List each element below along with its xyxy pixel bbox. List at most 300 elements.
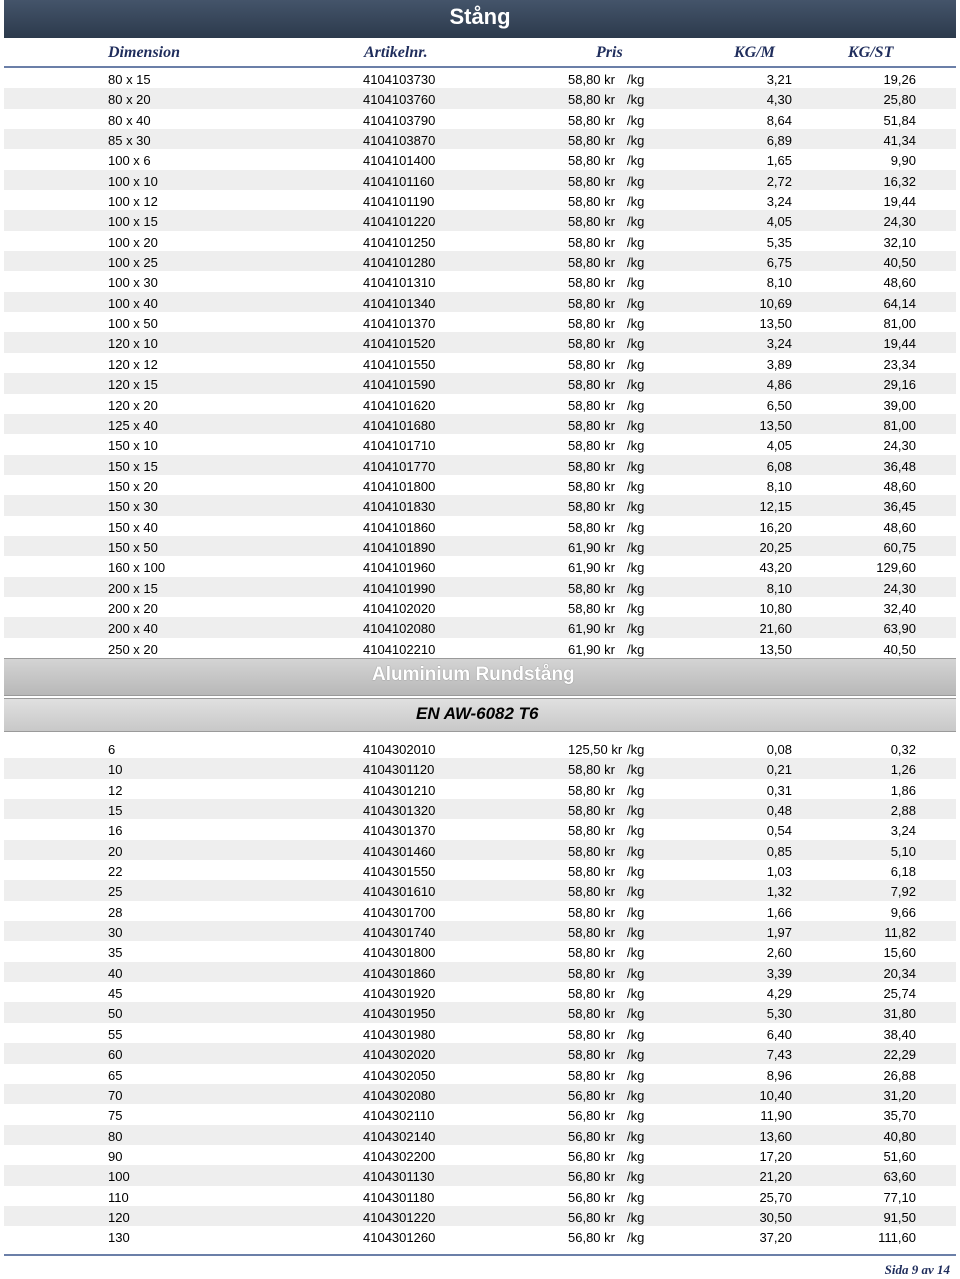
cell-unit: /kg (627, 1128, 645, 1144)
cell-dimension: 90 (108, 1148, 123, 1164)
cell-article: 4104302020 (363, 1047, 436, 1063)
cell-dimension: 125 x 40 (108, 417, 158, 433)
cell-kg-per-m: 3,39 (766, 965, 792, 981)
cell-kg-per-st: 77,10 (883, 1189, 916, 1205)
cell-price: 58,80 kr (568, 965, 615, 981)
cell-unit: /kg (627, 884, 645, 900)
cell-unit: /kg (627, 1209, 645, 1225)
cell-dimension: 160 x 100 (108, 560, 166, 576)
cell-dimension: 28 (108, 904, 123, 920)
cell-article: 4104101800 (363, 478, 436, 494)
cell-kg-per-st: 1,86 (890, 782, 916, 798)
cell-price: 58,80 kr (568, 782, 615, 798)
cell-price: 58,80 kr (568, 92, 615, 108)
table-row (4, 353, 956, 373)
cell-kg-per-st: 2,88 (890, 803, 916, 819)
cell-dimension: 120 x 20 (108, 397, 158, 413)
table-row (4, 577, 956, 597)
cell-unit: /kg (627, 742, 645, 757)
cell-article: 4104101770 (363, 458, 436, 474)
cell-kg-per-st: 20,34 (883, 965, 916, 981)
cell-unit: /kg (627, 1067, 645, 1083)
table-row (4, 880, 956, 900)
cell-unit: /kg (627, 1087, 645, 1103)
cell-kg-per-m: 16,20 (759, 519, 792, 535)
cell-article: 4104101710 (363, 438, 436, 454)
cell-price: 61,90 kr (568, 621, 615, 637)
table-row (4, 271, 956, 291)
cell-article: 4104101960 (363, 560, 436, 576)
cell-dimension: 80 x 15 (108, 72, 151, 87)
cell-kg-per-m: 1,32 (766, 884, 792, 900)
cell-price: 125,50 kr (568, 742, 623, 757)
cell-kg-per-m: 13,50 (759, 316, 792, 332)
table-row (4, 394, 956, 414)
cell-dimension: 100 x 6 (108, 153, 151, 169)
table-row (4, 779, 956, 799)
cell-price: 58,80 kr (568, 864, 615, 880)
cell-unit: /kg (627, 438, 645, 454)
cell-kg-per-st: 15,60 (883, 945, 916, 961)
cell-unit: /kg (627, 925, 645, 941)
cell-price: 58,80 kr (568, 1047, 615, 1063)
table-row (4, 312, 956, 332)
cell-kg-per-m: 21,60 (759, 621, 792, 637)
cell-unit: /kg (627, 356, 645, 372)
cell-kg-per-m: 8,96 (766, 1067, 792, 1083)
cell-dimension: 100 x 25 (108, 255, 158, 271)
cell-unit: /kg (627, 1047, 645, 1063)
table-row (4, 455, 956, 475)
cell-article: 4104101310 (363, 275, 436, 291)
cell-dimension: 130 (108, 1230, 130, 1246)
cell-price: 58,80 kr (568, 438, 615, 454)
cell-price: 56,80 kr (568, 1189, 615, 1205)
cell-dimension: 85 x 30 (108, 133, 151, 149)
cell-kg-per-st: 48,60 (883, 519, 916, 535)
table-row (4, 109, 956, 129)
cell-kg-per-st: 40,80 (883, 1128, 916, 1144)
cell-price: 58,80 kr (568, 316, 615, 332)
cell-unit: /kg (627, 295, 645, 311)
cell-unit: /kg (627, 112, 645, 128)
cell-price: 56,80 kr (568, 1148, 615, 1164)
cell-kg-per-m: 8,10 (766, 580, 792, 596)
table-row (4, 516, 956, 536)
cell-unit: /kg (627, 92, 645, 108)
section-header (4, 658, 956, 696)
page-number: Sida 9 av 14 (884, 1262, 950, 1277)
cell-price: 58,80 kr (568, 823, 615, 839)
cell-article: 4104101250 (363, 234, 436, 250)
cell-article: 4104301980 (363, 1026, 436, 1042)
cell-unit: /kg (627, 762, 645, 778)
cell-dimension: 200 x 40 (108, 621, 158, 637)
cell-kg-per-st: 24,30 (883, 580, 916, 596)
footer-divider (4, 1254, 956, 1256)
cell-article: 4104302200 (363, 1148, 436, 1164)
cell-dimension: 60 (108, 1047, 123, 1063)
cell-kg-per-m: 37,20 (759, 1230, 792, 1246)
cell-price: 56,80 kr (568, 1169, 615, 1185)
cell-unit: /kg (627, 153, 645, 169)
cell-article: 4104301180 (363, 1189, 435, 1205)
cell-dimension: 12 (108, 782, 123, 798)
cell-kg-per-st: 25,80 (883, 92, 916, 108)
cell-kg-per-m: 0,54 (766, 823, 792, 839)
cell-article: 4104103760 (363, 92, 436, 108)
cell-kg-per-st: 111,60 (878, 1230, 916, 1246)
cell-price: 61,90 kr (568, 560, 615, 576)
cell-dimension: 70 (108, 1087, 123, 1103)
section-subtitle: EN AW-6082 T6 (416, 704, 539, 723)
cell-kg-per-m: 6,89 (766, 133, 792, 149)
cell-dimension: 150 x 40 (108, 519, 158, 535)
cell-unit: /kg (627, 823, 645, 839)
cell-dimension: 120 x 15 (108, 377, 158, 393)
cell-kg-per-st: 81,00 (883, 316, 916, 332)
table-row (4, 1206, 956, 1226)
cell-price: 58,80 kr (568, 112, 615, 128)
cell-kg-per-m: 0,85 (766, 843, 792, 859)
cell-article: 4104101860 (363, 519, 436, 535)
cell-kg-per-m: 30,50 (759, 1209, 792, 1225)
cell-price: 58,80 kr (568, 843, 615, 859)
table-row (4, 373, 956, 393)
table-row (4, 88, 956, 108)
cell-unit: /kg (627, 214, 645, 230)
cell-unit: /kg (627, 316, 645, 332)
cell-dimension: 40 (108, 965, 123, 981)
cell-article: 4104101620 (363, 397, 436, 413)
cell-kg-per-m: 1,03 (766, 864, 792, 880)
cell-article: 4104103730 (363, 72, 436, 87)
cell-unit: /kg (627, 1108, 645, 1124)
cell-kg-per-st: 25,74 (883, 986, 916, 1002)
cell-article: 4104101220 (363, 214, 436, 230)
cell-kg-per-st: 9,66 (890, 904, 916, 920)
cell-article: 4104102080 (363, 621, 436, 637)
cell-price: 58,80 kr (568, 72, 615, 87)
cell-kg-per-st: 60,75 (883, 539, 916, 555)
cell-price: 56,80 kr (568, 1209, 615, 1225)
cell-kg-per-st: 9,90 (890, 153, 916, 169)
cell-price: 58,80 kr (568, 1067, 615, 1083)
cell-price: 58,80 kr (568, 600, 615, 616)
cell-kg-per-m: 10,80 (759, 600, 792, 616)
column-header-article: Artikelnr. (364, 44, 428, 61)
cell-price: 58,80 kr (568, 173, 615, 189)
cell-price: 58,80 kr (568, 458, 615, 474)
cell-unit: /kg (627, 621, 645, 637)
page-title-bar (4, 0, 956, 38)
cell-dimension: 150 x 10 (108, 438, 158, 454)
cell-price: 58,80 kr (568, 580, 615, 596)
table-row (4, 536, 956, 556)
cell-kg-per-st: 1,26 (890, 762, 916, 778)
cell-unit: /kg (627, 1006, 645, 1022)
cell-article: 4104301860 (363, 965, 436, 981)
cell-unit: /kg (627, 72, 645, 87)
cell-price: 56,80 kr (568, 1230, 615, 1246)
cell-kg-per-m: 1,66 (766, 904, 792, 920)
cell-kg-per-m: 0,21 (766, 762, 792, 778)
cell-dimension: 100 x 12 (108, 194, 158, 210)
cell-unit: /kg (627, 580, 645, 596)
cell-article: 4104103870 (363, 133, 436, 149)
cell-kg-per-m: 6,50 (766, 397, 792, 413)
cell-price: 58,80 kr (568, 478, 615, 494)
table-row (4, 556, 956, 576)
cell-dimension: 15 (108, 803, 123, 819)
cell-kg-per-st: 36,48 (883, 458, 916, 474)
table-row (4, 475, 956, 495)
cell-unit: /kg (627, 1148, 645, 1164)
cell-article: 4104301460 (363, 843, 436, 859)
column-header-price: Pris (596, 44, 623, 61)
table-row (4, 1125, 956, 1145)
table-row (4, 1064, 956, 1084)
cell-price: 58,80 kr (568, 904, 615, 920)
cell-dimension: 25 (108, 884, 123, 900)
cell-kg-per-m: 13,50 (759, 641, 792, 657)
cell-article: 4104302110 (363, 1108, 435, 1124)
cell-dimension: 200 x 15 (108, 580, 158, 596)
cell-unit: /kg (627, 397, 645, 413)
cell-kg-per-m: 5,35 (766, 234, 792, 250)
cell-unit: /kg (627, 234, 645, 250)
cell-dimension: 6 (108, 742, 116, 757)
table-row (4, 231, 956, 251)
cell-kg-per-m: 6,75 (766, 255, 792, 271)
cell-article: 4104301260 (363, 1230, 436, 1246)
cell-kg-per-m: 13,60 (759, 1128, 792, 1144)
cell-dimension: 80 (108, 1128, 123, 1144)
cell-kg-per-st: 0,32 (890, 742, 916, 757)
cell-kg-per-m: 7,43 (766, 1047, 792, 1063)
cell-price: 58,80 kr (568, 336, 615, 352)
cell-dimension: 20 (108, 843, 123, 859)
cell-kg-per-m: 21,20 (759, 1169, 792, 1185)
table-row (4, 251, 956, 271)
cell-kg-per-st: 5,10 (890, 843, 916, 859)
cell-price: 61,90 kr (568, 641, 615, 657)
cell-price: 58,80 kr (568, 762, 615, 778)
cell-kg-per-st: 91,50 (883, 1209, 916, 1225)
cell-article: 4104102210 (363, 641, 436, 657)
cell-kg-per-m: 10,69 (759, 295, 792, 311)
cell-kg-per-st: 39,00 (883, 397, 916, 413)
cell-article: 4104301220 (363, 1209, 436, 1225)
table-row (4, 1186, 956, 1206)
cell-article: 4104101590 (363, 377, 436, 393)
cell-price: 58,80 kr (568, 945, 615, 961)
cell-kg-per-m: 3,89 (766, 356, 792, 372)
cell-kg-per-st: 31,80 (883, 1006, 916, 1022)
column-header-kg-per-m: KG/M (734, 44, 775, 61)
cell-kg-per-st: 19,44 (883, 194, 916, 210)
cell-price: 56,80 kr (568, 1087, 615, 1103)
cell-dimension: 200 x 20 (108, 600, 158, 616)
cell-dimension: 100 x 20 (108, 234, 158, 250)
cell-unit: /kg (627, 417, 645, 433)
cell-kg-per-m: 20,25 (759, 539, 792, 555)
cell-kg-per-m: 3,24 (766, 194, 792, 210)
cell-dimension: 22 (108, 864, 123, 880)
cell-kg-per-m: 0,31 (766, 782, 792, 798)
cell-dimension: 150 x 50 (108, 539, 158, 555)
cell-kg-per-m: 10,40 (759, 1087, 792, 1103)
cell-kg-per-m: 17,20 (759, 1148, 792, 1164)
cell-article: 4104103790 (363, 112, 436, 128)
cell-unit: /kg (627, 782, 645, 798)
cell-article: 4104302050 (363, 1067, 436, 1083)
cell-dimension: 150 x 20 (108, 478, 158, 494)
cell-price: 58,80 kr (568, 397, 615, 413)
cell-article: 4104301700 (363, 904, 436, 920)
cell-unit: /kg (627, 539, 645, 555)
cell-article: 4104301130 (363, 1169, 435, 1185)
cell-kg-per-m: 1,97 (766, 925, 792, 941)
cell-unit: /kg (627, 904, 645, 920)
cell-article: 4104101400 (363, 153, 436, 169)
cell-article: 4104301920 (363, 986, 436, 1002)
cell-price: 58,80 kr (568, 417, 615, 433)
cell-unit: /kg (627, 519, 645, 535)
cell-unit: /kg (627, 1189, 645, 1205)
cell-dimension: 10 (108, 762, 123, 778)
table-row (4, 738, 956, 758)
cell-dimension: 150 x 30 (108, 499, 158, 515)
cell-article: 4104101340 (363, 295, 436, 311)
cell-article: 4104101370 (363, 316, 436, 332)
cell-kg-per-m: 1,65 (766, 153, 792, 169)
cell-price: 58,80 kr (568, 986, 615, 1002)
cell-article: 4104101550 (363, 356, 436, 372)
table-row (4, 597, 956, 617)
cell-price: 56,80 kr (568, 1108, 615, 1124)
cell-dimension: 75 (108, 1108, 123, 1124)
cell-kg-per-st: 3,24 (890, 823, 916, 839)
table-row (4, 758, 956, 778)
table-row (4, 149, 956, 169)
cell-unit: /kg (627, 133, 645, 149)
cell-kg-per-m: 0,08 (766, 742, 792, 757)
cell-dimension: 30 (108, 925, 123, 941)
table-row (4, 819, 956, 839)
cell-unit: /kg (627, 336, 645, 352)
cell-kg-per-st: 32,40 (883, 600, 916, 616)
cell-price: 58,80 kr (568, 884, 615, 900)
cell-kg-per-st: 40,50 (883, 641, 916, 657)
cell-kg-per-st: 129,60 (876, 560, 916, 576)
cell-kg-per-st: 19,26 (883, 72, 916, 87)
table-row (4, 1165, 956, 1185)
cell-kg-per-st: 24,30 (883, 438, 916, 454)
cell-kg-per-m: 4,30 (766, 92, 792, 108)
cell-dimension: 65 (108, 1067, 123, 1083)
cell-unit: /kg (627, 173, 645, 189)
table-row (4, 1104, 956, 1124)
cell-price: 58,80 kr (568, 519, 615, 535)
cell-kg-per-m: 2,72 (766, 173, 792, 189)
column-header-kg-per-st: KG/ST (848, 44, 894, 61)
cell-kg-per-st: 64,14 (883, 295, 916, 311)
table-row (4, 434, 956, 454)
cell-price: 58,80 kr (568, 234, 615, 250)
cell-price: 58,80 kr (568, 377, 615, 393)
cell-unit: /kg (627, 478, 645, 494)
cell-kg-per-m: 4,05 (766, 438, 792, 454)
cell-unit: /kg (627, 1026, 645, 1042)
cell-article: 4104301120 (363, 762, 435, 778)
cell-dimension: 100 (108, 1169, 130, 1185)
cell-dimension: 35 (108, 945, 123, 961)
cell-unit: /kg (627, 864, 645, 880)
cell-kg-per-m: 43,20 (759, 560, 792, 576)
cell-article: 4104101190 (363, 194, 435, 210)
cell-dimension: 150 x 15 (108, 458, 158, 474)
cell-dimension: 100 x 50 (108, 316, 158, 332)
cell-kg-per-m: 4,29 (766, 986, 792, 1002)
cell-dimension: 80 x 40 (108, 112, 151, 128)
table-row (4, 332, 956, 352)
cell-unit: /kg (627, 965, 645, 981)
table-row (4, 1023, 956, 1043)
table-row (4, 495, 956, 515)
cell-article: 4104301800 (363, 945, 436, 961)
cell-unit: /kg (627, 194, 645, 210)
cell-article: 4104301610 (363, 884, 436, 900)
cell-kg-per-st: 36,45 (883, 499, 916, 515)
cell-dimension: 100 x 15 (108, 214, 158, 230)
cell-dimension: 100 x 40 (108, 295, 158, 311)
cell-kg-per-m: 8,10 (766, 478, 792, 494)
cell-kg-per-st: 32,10 (883, 234, 916, 250)
cell-dimension: 250 x 20 (108, 641, 158, 657)
cell-price: 58,80 kr (568, 499, 615, 515)
table-row (4, 1226, 956, 1246)
table-row (4, 901, 956, 921)
cell-price: 58,80 kr (568, 295, 615, 311)
cell-kg-per-st: 11,82 (884, 925, 916, 941)
cell-kg-per-m: 11,90 (760, 1108, 792, 1124)
cell-unit: /kg (627, 458, 645, 474)
cell-price: 58,80 kr (568, 275, 615, 291)
cell-kg-per-m: 5,30 (766, 1006, 792, 1022)
cell-kg-per-st: 81,00 (883, 417, 916, 433)
table-row (4, 1145, 956, 1165)
cell-price: 58,80 kr (568, 214, 615, 230)
cell-kg-per-m: 2,60 (766, 945, 792, 961)
cell-article: 4104301210 (363, 782, 436, 798)
bar-table (4, 68, 956, 658)
cell-kg-per-st: 24,30 (883, 214, 916, 230)
cell-kg-per-m: 4,86 (766, 377, 792, 393)
cell-dimension: 16 (108, 823, 123, 839)
table-row (4, 617, 956, 637)
cell-article: 4104101520 (363, 336, 436, 352)
cell-kg-per-st: 48,60 (883, 275, 916, 291)
cell-kg-per-st: 26,88 (883, 1067, 916, 1083)
table-row (4, 414, 956, 434)
table-row (4, 129, 956, 149)
cell-kg-per-m: 8,10 (766, 275, 792, 291)
cell-price: 58,80 kr (568, 803, 615, 819)
cell-kg-per-m: 6,08 (766, 458, 792, 474)
cell-article: 4104101890 (363, 539, 436, 555)
cell-dimension: 110 (108, 1189, 129, 1205)
